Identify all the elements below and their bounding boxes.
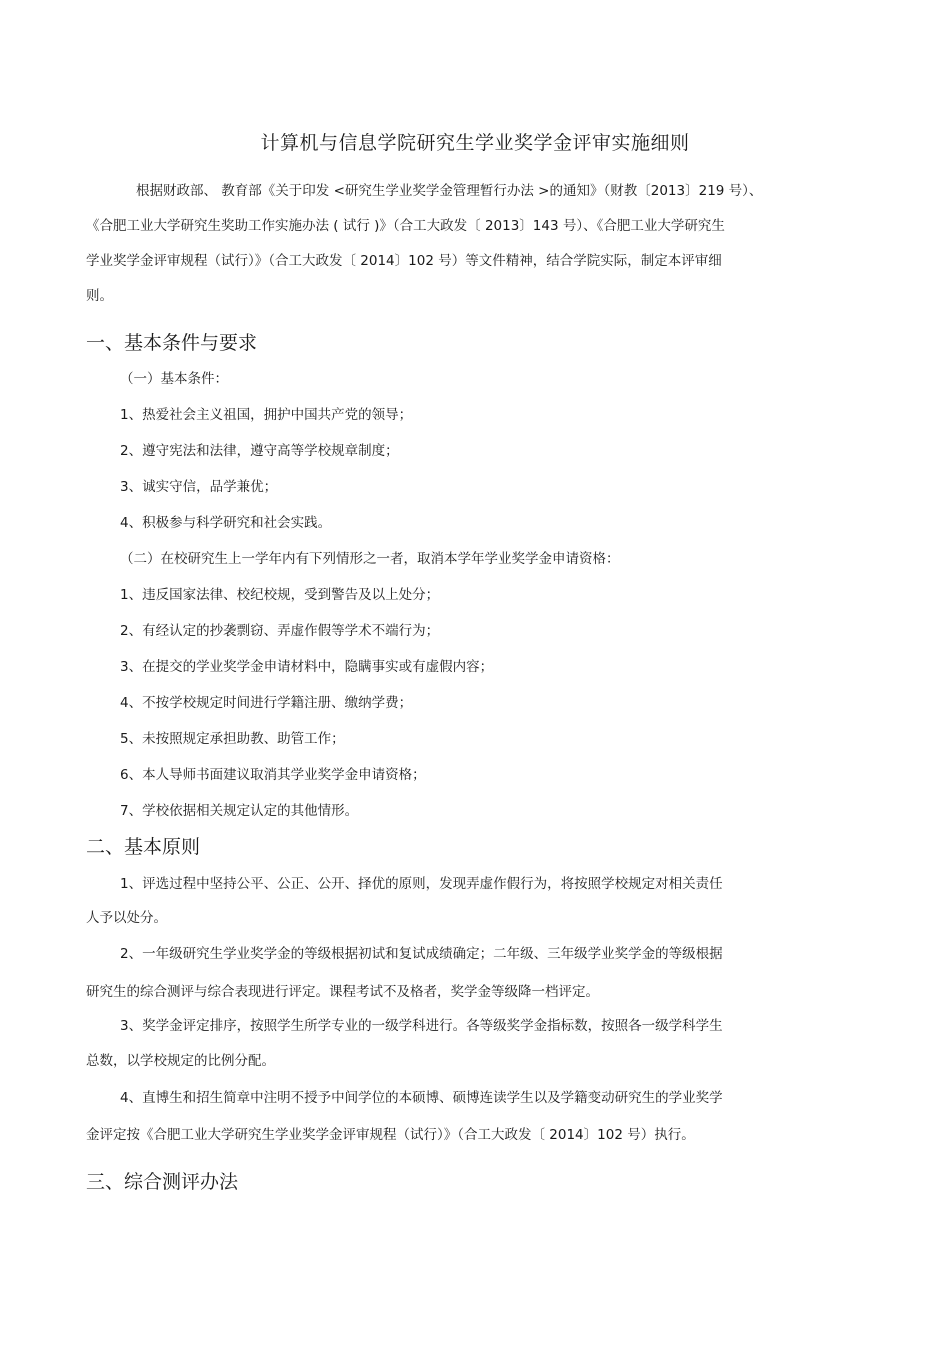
section-3-heading: 三、综合测评办法 <box>86 1171 239 1193</box>
principle-3-line-1: 3、奖学金评定排序，按照学生所学专业的一级学科进行。各等级奖学金指标数，按照各一级学科学生 <box>120 1018 723 1034</box>
list-item: 6、本人导师书面建议取消其学业奖学金申请资格； <box>120 767 426 783</box>
principle-4-line-2: 金评定按《合肥工业大学研究生学业奖学金评审规程（试行）》（合工大政发〔 2014〕102 号）执行。 <box>86 1127 695 1143</box>
intro-line-1: 根据财政部、 教育部《关于印发 <研究生学业奖学金管理暂行办法 >的通知》（财教〔2013〕219 号）、 <box>136 183 763 199</box>
intro-line-4: 则。 <box>86 288 113 304</box>
principle-3-line-2: 总数，以学校规定的比例分配。 <box>86 1053 275 1069</box>
list-item: 4、不按学校规定时间进行学籍注册、缴纳学费； <box>120 695 413 711</box>
principle-4-line-1: 4、直博生和招生简章中注明不授予中间学位的本硕博、硕博连读学生以及学籍变动研究生的学业奖学 <box>120 1090 723 1106</box>
section-1-heading: 一、基本条件与要求 <box>86 332 258 354</box>
list-item: 2、遵守宪法和法律，遵守高等学校规章制度； <box>120 443 399 459</box>
intro-line-3: 学业奖学金评审规程（试行）》（合工大政发〔 2014〕102 号）等文件精神，结合学院实际，制定本评审细 <box>86 253 722 269</box>
list-item: 5、未按照规定承担助教、助管工作； <box>120 731 345 747</box>
principle-2-line-2: 研究生的综合测评与综合表现进行评定。课程考试不及格者，奖学金等级降一档评定。 <box>86 984 599 1000</box>
subsection-disqualification: （二）在校研究生上一学年内有下列情形之一者，取消本学年学业奖学金申请资格： <box>120 551 620 567</box>
list-item: 4、积极参与科学研究和社会实践。 <box>120 515 332 531</box>
principle-2-line-1: 2、一年级研究生学业奖学金的等级根据初试和复试成绩确定；二年级、三年级学业奖学金的等级根据 <box>120 946 723 962</box>
list-item: 3、在提交的学业奖学金申请材料中，隐瞒事实或有虚假内容； <box>120 659 494 675</box>
principle-1-line-2: 人予以处分。 <box>86 910 167 926</box>
document-title: 计算机与信息学院研究生学业奖学金评审实施细则 <box>260 132 690 154</box>
list-item: 2、有经认定的抄袭剽窃、弄虚作假等学术不端行为； <box>120 623 440 639</box>
list-item: 1、热爱社会主义祖国，拥护中国共产党的领导； <box>120 407 413 423</box>
list-item: 3、诚实守信，品学兼优； <box>120 479 278 495</box>
section-2-heading: 二、基本原则 <box>86 836 201 858</box>
intro-line-2: 《合肥工业大学研究生奖助工作实施办法 ( 试行 )》（合工大政发〔 2013〕143 号）、《合肥工业大学研究生 <box>86 218 725 234</box>
list-item: 7、学校依据相关规定认定的其他情形。 <box>120 803 359 819</box>
subsection-basic-conditions: （一）基本条件： <box>120 371 228 387</box>
list-item: 1、违反国家法律、校纪校规，受到警告及以上处分； <box>120 587 440 603</box>
principle-1-line-1: 1、评选过程中坚持公平、公正、公开、择优的原则，发现弄虚作假行为，将按照学校规定对相关责任 <box>120 876 723 892</box>
